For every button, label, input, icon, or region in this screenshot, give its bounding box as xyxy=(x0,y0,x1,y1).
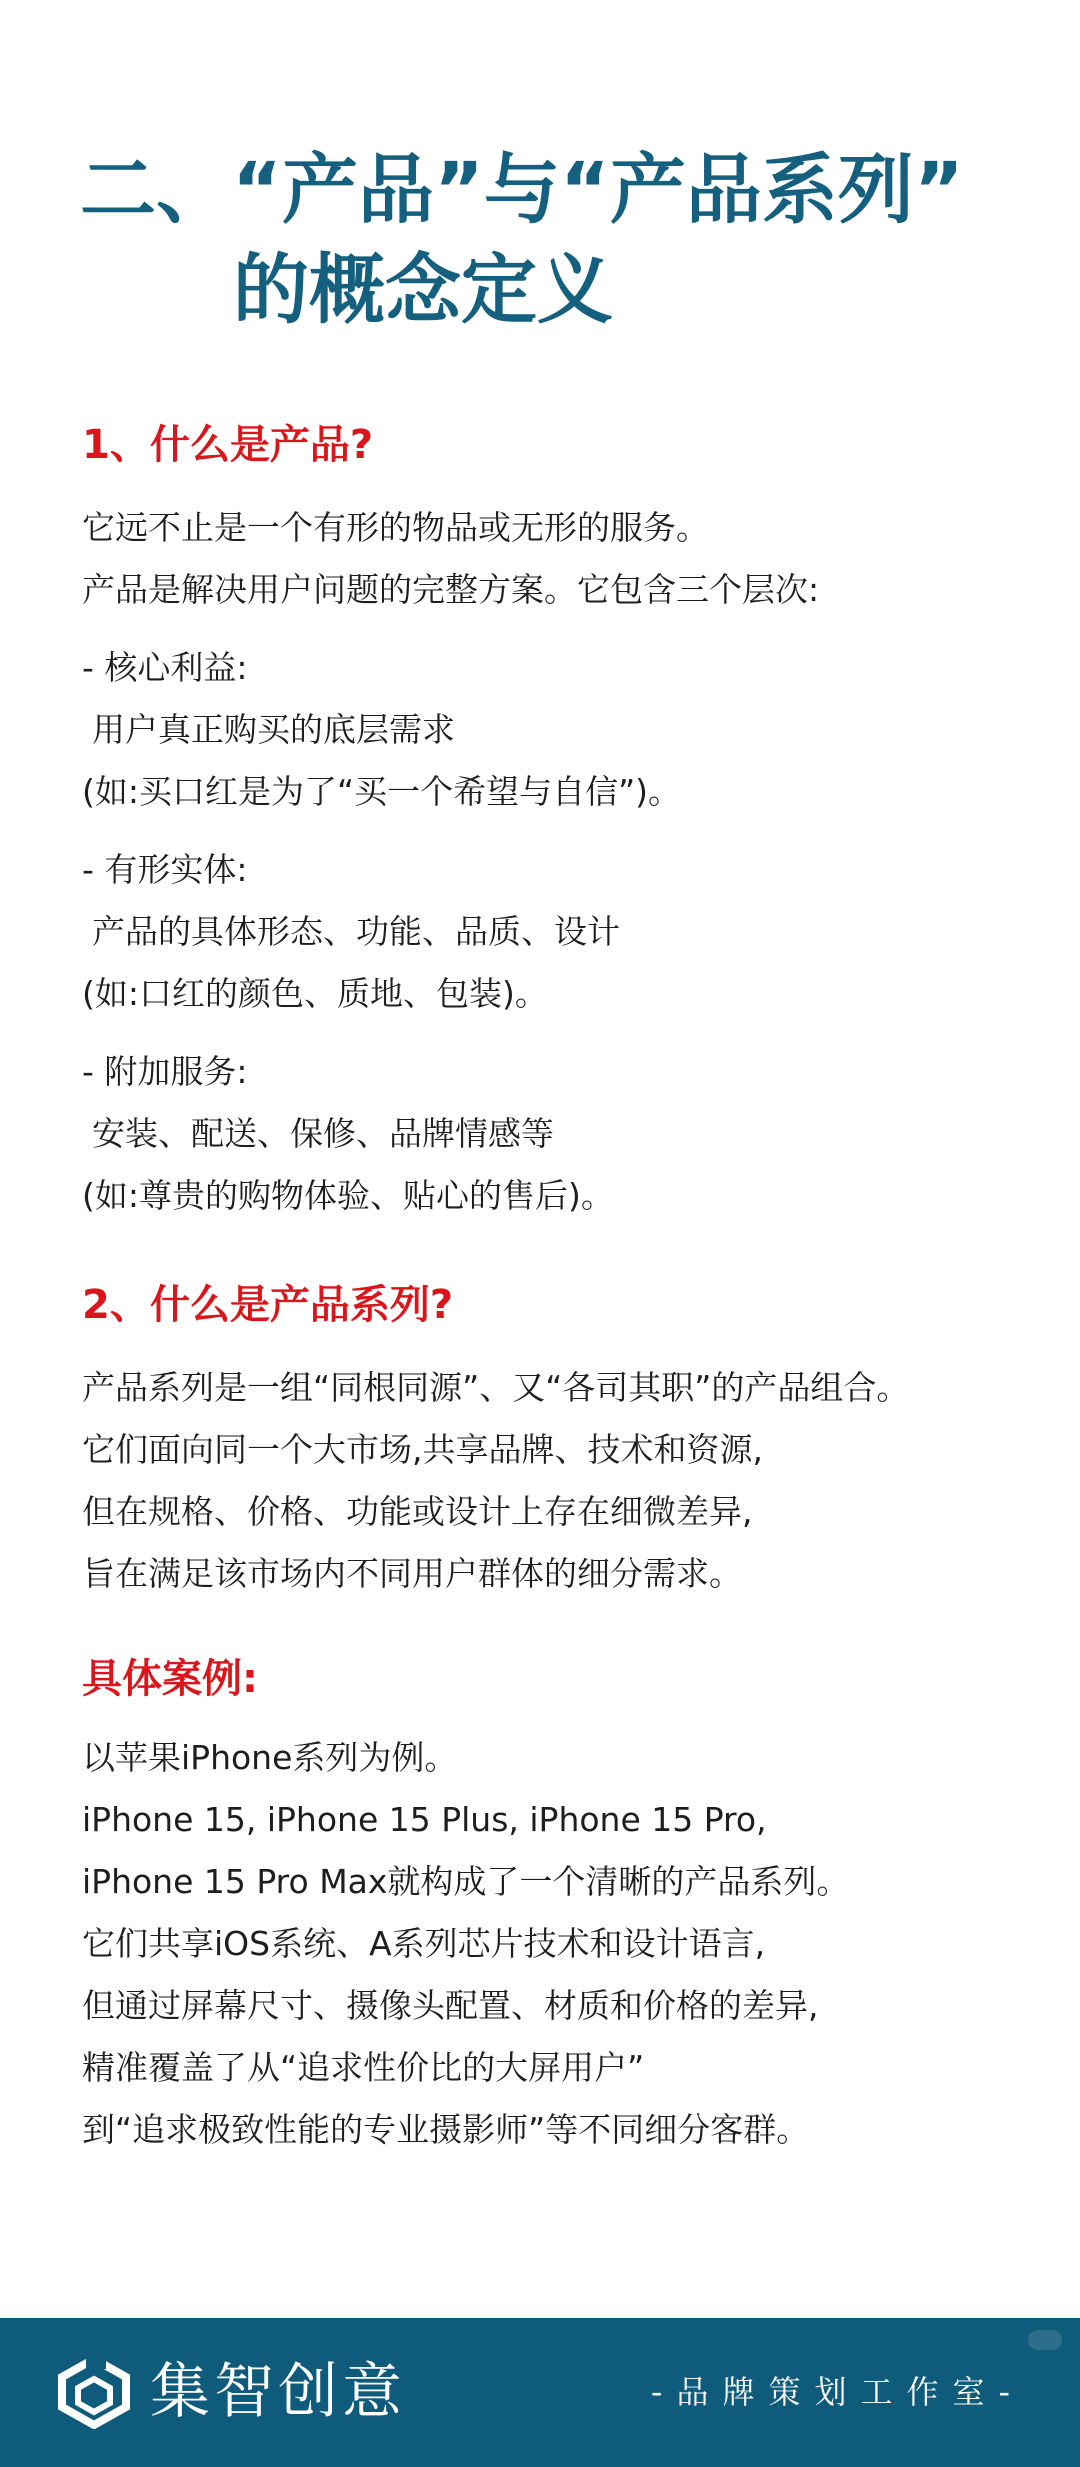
augmented-service-block xyxy=(82,1041,614,1227)
text-line: 精准覆盖了从“追求性价比的大屏用户” xyxy=(82,2048,645,2087)
text-line: 但在规格、价格、功能或设计上存在细微差异, xyxy=(82,1492,753,1531)
text-line: 产品的具体形态、功能、品质、设计 xyxy=(92,912,620,951)
text-line: iPhone 15 Pro Max就构成了一个清晰的产品系列。 xyxy=(82,1862,850,1901)
case-study-text xyxy=(82,1727,849,2161)
text-line: 到“追求极致性能的专业摄影师”等不同细分客群。 xyxy=(82,2110,810,2149)
footer-banner xyxy=(0,2318,1080,2467)
watermark-badge xyxy=(1028,2330,1062,2350)
text-line: 以苹果iPhone系列为例。 xyxy=(82,1738,458,1777)
text-line: iPhone 15, iPhone 15 Plus, iPhone 15 Pro, xyxy=(82,1800,767,1839)
product-intro xyxy=(82,497,819,621)
text-line: 但通过屏幕尺寸、摄像头配置、材质和价格的差异, xyxy=(82,1986,819,2025)
page-title xyxy=(80,140,964,340)
core-benefit-block xyxy=(82,637,681,823)
page-title-line-2: 的概念定义 xyxy=(233,245,613,334)
section-heading-product-series: 2、什么是产品系列? xyxy=(82,1282,454,1328)
text-line: (如:尊贵的购物体验、贴心的售后)。 xyxy=(82,1176,614,1215)
text-line: 旨在满足该市场内不同用户群体的细分需求。 xyxy=(82,1554,742,1593)
text-line: 产品系列是一组“同根同源”、又“各司其职”的产品组合。 xyxy=(82,1368,910,1407)
text-line: 用户真正购买的底层需求 xyxy=(92,710,455,749)
tangible-product-block xyxy=(82,839,620,1025)
text-line: (如:买口红是为了“买一个希望与自信”)。 xyxy=(82,772,682,811)
product-series-description xyxy=(82,1357,909,1605)
text-line: 它们共享iOS系统、A系列芯片技术和设计语言, xyxy=(82,1924,766,1963)
augmented-service-label: - 附加服务: xyxy=(82,1052,248,1091)
text-line: 安装、配送、保修、品牌情感等 xyxy=(92,1114,554,1153)
core-benefit-label: - 核心利益: xyxy=(82,648,248,687)
text-line: 产品是解决用户问题的完整方案。它包含三个层次: xyxy=(82,570,820,609)
tangible-product-label: - 有形实体: xyxy=(82,850,248,889)
page-title-line-1: 二、“产品”与“产品系列” xyxy=(80,145,964,234)
text-line: (如:口红的颜色、质地、包装)。 xyxy=(82,974,548,1013)
brand-name: 集智创意 xyxy=(150,2357,406,2427)
text-line: 它们面向同一个大市场,共享品牌、技术和资源, xyxy=(82,1430,763,1469)
brand-tagline: -品牌策划工作室- xyxy=(650,2373,1024,2411)
section-heading-product: 1、什么是产品? xyxy=(82,422,374,468)
text-line: 它远不止是一个有形的物品或无形的服务。 xyxy=(82,508,709,547)
section-heading-case-study: 具体案例: xyxy=(82,1656,258,1702)
brand-logo-icon xyxy=(56,2355,132,2429)
